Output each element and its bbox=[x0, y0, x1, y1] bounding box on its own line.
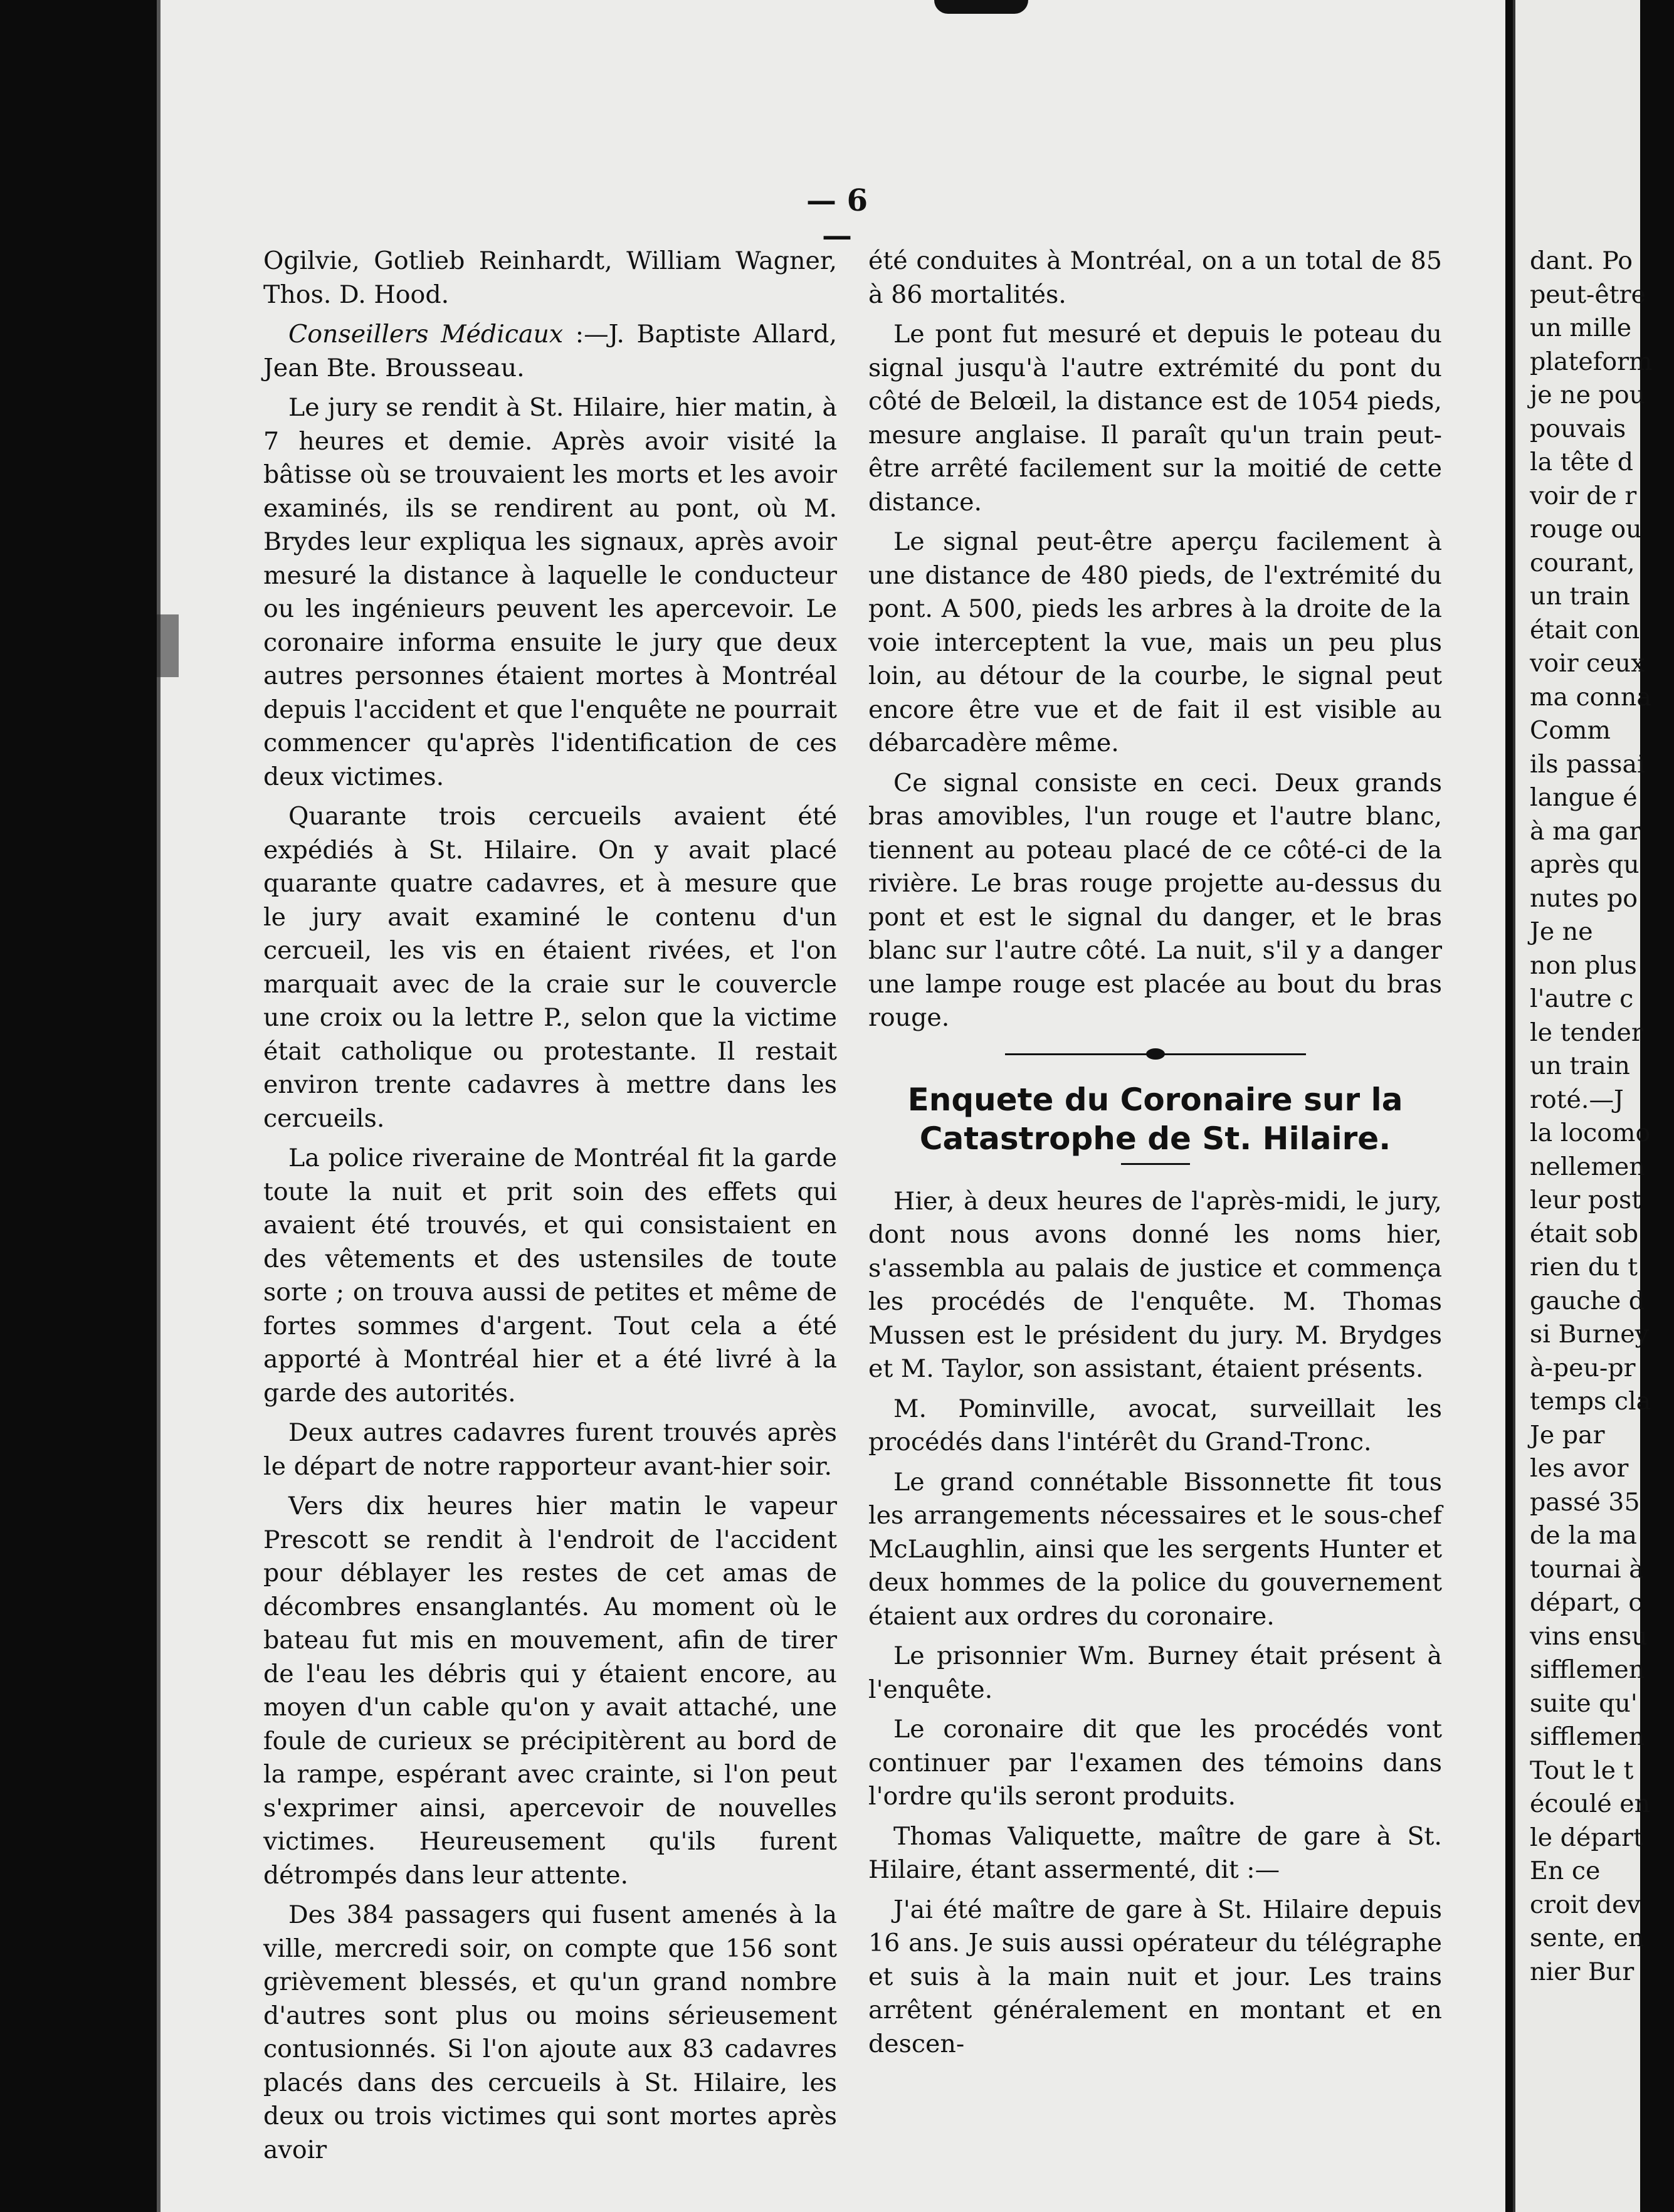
line-fragment: le tender bbox=[1530, 1018, 1643, 1047]
line-fragment: nier Bur bbox=[1530, 1957, 1635, 1986]
line-fragment: je ne pou bbox=[1530, 381, 1646, 409]
paragraph: Le prisonnier Wm. Burney était présent à l'enquête. bbox=[868, 1641, 1442, 1704]
line-fragment: l'autre c bbox=[1530, 984, 1634, 1013]
paragraph: Quarante trois cercueils avaient été expédiés à St. Hilaire. On y avait placé quarante quatre cadavres, et à mesure que le jury avait examiné le contenu d'un cercueil, les vis en étaient rivées, et l'on marquait avec de la craie sur le couvercle une croix ou la lettre P., selon que la victime était catholique ou protestante. Il restait environ trente cadavres à mettre dans les cercueils. bbox=[263, 802, 837, 1133]
line-fragment: Tout le t bbox=[1530, 1756, 1634, 1785]
paragraph: été conduites à Montréal, on a un total de 85 à 86 mortalités. bbox=[868, 246, 1442, 309]
line-fragment: de la ma bbox=[1530, 1521, 1637, 1550]
paragraph: Vers dix heures hier matin le vapeur Prescott se rendit à l'endroit de l'accident pour déblayer les restes de cet amas de décombres ensanglantés. Au moment où le bateau fut mis en mouvement, afin de tirer de l'eau les débris qui y étaient encore, au moyen d'un cable qu'on y avait attaché, une foule de curieux se précipitèrent au bord de la rampe, espérant avec crainte, si l'on peut s'exprimer ainsi, apercevoir de nouvelles victimes. Heureusement qu'ils furent détrompés dans leur attente. bbox=[263, 1492, 837, 1890]
line-fragment: sifflemen bbox=[1530, 1722, 1645, 1751]
line-fragment: sifflemen bbox=[1530, 1655, 1645, 1684]
line-fragment: tournai à bbox=[1530, 1554, 1644, 1584]
line-fragment: un train bbox=[1530, 1051, 1630, 1080]
line-fragment: passé 35 bbox=[1530, 1487, 1640, 1517]
paragraph: Le jury se rendit à St. Hilaire, hier matin, à 7 heures et demie. Après avoir visité la bâtisse où se trouvaient les morts et les avoir examinés, ils se rendirent au pont, où M. Brydes leur expliqua les signaux, après avoir mesuré la distance à laquelle le conducteur ou les ingénieurs peuvent les apercevoir. Le coronaire informa ensuite le jury que deux autres personnes étaient mortes à Montréal depuis l'accident et que l'enquête ne pourrait commencer qu'après l'identification de ces deux victimes. bbox=[263, 393, 837, 791]
line-fragment: ma conna bbox=[1530, 682, 1651, 712]
paragraph: Des 384 passagers qui fusent amenés à la ville, mercredi soir, on compte que 156 sont grièvement blessés, et qu'un grand nombre d'autres sont plus ou moins sérieusement contusionnés. Si l'on ajoute aux 83 cadavres placés dans des cercueils à St. Hilaire, les deux ou trois victimes qui sont mortes après avoir bbox=[263, 1900, 837, 2164]
paragraph: Le signal peut-être aperçu facilement à une distance de 480 pieds, de l'extrémité du pont. A 500, pieds les arbres à la droite de la voie interceptent la vue, mais un peu plus loin, au détour de la courbe, le signal peut encore être vue et de fait il est visible au débarcadère même. bbox=[868, 527, 1442, 757]
line-fragment: voir ceux bbox=[1530, 649, 1645, 678]
line-fragment: rien du t bbox=[1530, 1253, 1638, 1282]
paragraph: Le coronaire dit que les procédés vont continuer par l'examen des témoins dans l'ordre qu'ils seront produits. bbox=[868, 1715, 1442, 1811]
line-fragment: les avor bbox=[1530, 1454, 1629, 1483]
line-fragment: langue é bbox=[1530, 783, 1638, 812]
line-fragment: après qu bbox=[1530, 850, 1640, 879]
paragraph: Deux autres cadavres furent trouvés après le départ de notre rapporteur avant-hier soir. bbox=[263, 1418, 837, 1481]
paragraph: La police riveraine de Montréal fit la garde toute la nuit et prit soin des effets qui avaient été trouvés, et qui consistaient en des vêtements et des ustensiles de toute sorte ; on trouva aussi de petites et même de fortes sommes d'argent. Tout cela a été apporté à Montréal hier et a été livré à la garde des autorités. bbox=[263, 1144, 837, 1408]
line-fragment: leur post bbox=[1530, 1186, 1642, 1214]
line-fragment: sente, en bbox=[1530, 1924, 1645, 1952]
paragraph: Le pont fut mesuré et depuis le poteau du signal jusqu'à l'autre extrémité du pont du côté de Belœil, la distance est de 1054 pieds, mesure anglaise. Il paraît qu'un train peut-être arrêté facilement sur la moitié de cette distance. bbox=[868, 320, 1442, 517]
line-fragment: à ma gar bbox=[1530, 816, 1641, 846]
line-fragment: vins ensu bbox=[1530, 1621, 1648, 1651]
line-fragment: non plus bbox=[1530, 951, 1637, 980]
line-fragment: temps cla bbox=[1530, 1387, 1651, 1416]
line-fragment: plateform bbox=[1530, 347, 1653, 376]
line-fragment: la tête d bbox=[1530, 448, 1634, 477]
line-fragment: croit dev bbox=[1530, 1890, 1641, 1919]
line-fragment: le départ bbox=[1530, 1823, 1643, 1852]
line-fragment: la locomo bbox=[1530, 1119, 1651, 1147]
paragraph: Thomas Valiquette, maître de gare à St. Hilaire, étant assermenté, dit :— bbox=[868, 1821, 1442, 1884]
line-fragment: dant. Po bbox=[1530, 246, 1633, 275]
line-fragment: pouvais bbox=[1530, 414, 1626, 443]
column-left bbox=[263, 245, 837, 2173]
paragraph: J'ai été maître de gare à St. Hilaire depuis 16 ans. Je suis aussi opérateur du télégraphe et suis à la main nuit et jour. Les trains arrêtent généralement en montant et en descen- bbox=[868, 1895, 1442, 2058]
article-headline: Enquete du Coronaire sur la Catastrophe de St. Hilaire. bbox=[907, 1081, 1403, 1157]
paragraph: M. Pominville, avocat, surveillait les procédés dans l'intérêt du Grand-Tronc. bbox=[868, 1394, 1442, 1456]
line-fragment: Je ne bbox=[1530, 917, 1593, 946]
line-fragment: un train bbox=[1530, 582, 1630, 611]
line-fragment: était sob bbox=[1530, 1219, 1639, 1248]
column-right-cut bbox=[1530, 245, 1674, 1989]
line-fragment: rouge ou bbox=[1530, 515, 1642, 544]
column-middle bbox=[868, 245, 1442, 2067]
medical-counsel-label: Conseillers Médicaux bbox=[288, 320, 564, 349]
paragraph: Conseillers Médicaux :—J. Baptiste Allard, Jean Bte. Brousseau. bbox=[263, 320, 837, 382]
line-fragment: En ce bbox=[1530, 1856, 1601, 1885]
line-fragment: à-peu-pr bbox=[1530, 1353, 1636, 1382]
line-fragment: voir de r bbox=[1530, 481, 1637, 510]
line-fragment: était con bbox=[1530, 615, 1640, 645]
paragraph: Hier, à deux heures de l'après-midi, le jury, dont nous avons donné les noms hier, s'assembla au palais de justice et commença les procédés de l'enquête. M. Thomas Mussen est le président du jury. M. Brydges et M. Taylor, son assistant, étaient présents. bbox=[868, 1186, 1442, 1383]
paragraph: Ogilvie, Gotlieb Reinhardt, William Wagner, Thos. D. Hood. bbox=[263, 246, 837, 309]
line-fragment: peut-être bbox=[1530, 280, 1646, 309]
binding-mark bbox=[934, 0, 1028, 14]
ink-smudge bbox=[157, 614, 179, 677]
line-fragment: un mille bbox=[1530, 313, 1632, 342]
line-fragment: nellemen bbox=[1530, 1152, 1645, 1181]
page-number: — 6 — bbox=[806, 183, 868, 253]
line-fragment: roté.—J bbox=[1530, 1085, 1624, 1114]
line-fragment: si Burney bbox=[1530, 1320, 1649, 1349]
line-fragment: gauche d bbox=[1530, 1286, 1645, 1315]
line-fragment: départ, c bbox=[1530, 1588, 1643, 1617]
line-fragment: ils passai bbox=[1530, 749, 1645, 779]
line-fragment: nutes po bbox=[1530, 883, 1638, 913]
line-fragment: Comm bbox=[1530, 716, 1611, 745]
ornamental-divider bbox=[1005, 1046, 1306, 1061]
headline-rule bbox=[1121, 1163, 1190, 1165]
paragraph: Le grand connétable Bissonnette fit tous les arrangements nécessaires et le sous-chef McLaughlin, ainsi que les sergents Hunter et deux hommes de la police du gouvernement étaient aux ordres du coronaire. bbox=[868, 1467, 1442, 1631]
line-fragment: écoulé en bbox=[1530, 1789, 1651, 1818]
line-fragment: suite qu' bbox=[1530, 1688, 1638, 1718]
line-fragment: Je par bbox=[1530, 1420, 1605, 1450]
line-fragment: courant, bbox=[1530, 548, 1635, 577]
paragraph: Ce signal consiste en ceci. Deux grands bras amovibles, l'un rouge et l'autre blanc, tiennent au poteau placé de ce côté-ci de la rivière. Le bras rouge projette au-dessus du pont et est le signal du danger, et le bras blanc sur l'autre côté. La nuit, s'il y a danger une lampe rouge est placée au bout du bras rouge. bbox=[868, 768, 1442, 1032]
